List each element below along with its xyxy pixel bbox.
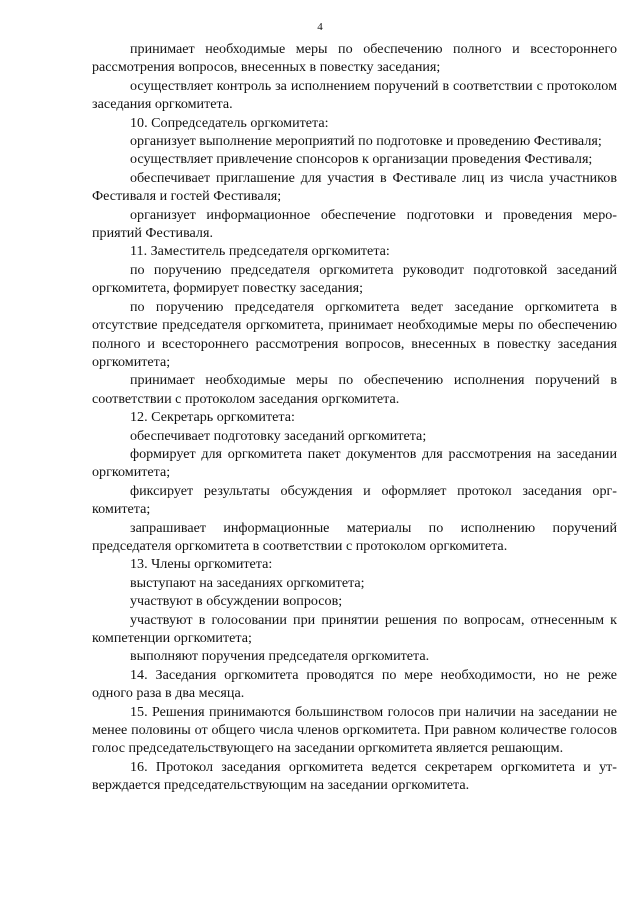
section-heading: 10. Сопредседатель оргкомитета: xyxy=(130,114,329,131)
paragraph: выполняют поручения председателя оргкомитета. xyxy=(130,648,430,665)
paragraph: участвуют в обсуждении вопросов; xyxy=(130,593,343,610)
paragraph: осуществляет привлечение спонсоров к организации проведения Фестиваля; xyxy=(130,151,593,168)
paragraph: выступают на заседаниях оргкомитета; xyxy=(130,574,365,591)
section-heading: 11. Заместитель председателя оргкомитета: xyxy=(130,243,390,260)
page-number: 4 xyxy=(317,21,323,33)
paragraph: организует информационное обеспечение подготовки и проведения мероприятий Фестиваля. xyxy=(92,206,617,242)
paragraph: обеспечивает приглашение для участия в Фестивале лиц из числа участников Фестиваля и гостей Фестиваля; xyxy=(92,169,617,205)
paragraph: организует выполнение мероприятий по подготовке и проведению Фестиваля; xyxy=(130,133,602,150)
paragraph: осуществляет контроль за исполнением поручений в соответствии с протоколом заседания оргкомитета. xyxy=(92,77,617,113)
section-heading: 12. Секретарь оргкомитета: xyxy=(130,409,295,426)
paragraph: запрашивает информационные материалы по исполнению поручений председателя оргкомитета в соответствии с протоколом оргкомитета. xyxy=(92,519,617,554)
paragraph: фиксирует результаты обсуждения и оформляет протокол заседания оргкомитета; xyxy=(92,482,617,518)
paragraph: принимает необходимые меры по обеспечению исполнения поручений в соответствии с протоколом заседания оргкомитета. xyxy=(92,372,617,407)
paragraph: 14. Заседания оргкомитета проводятся по мере необходимости, но не реже одного раза в два месяца. xyxy=(92,666,617,702)
paragraph: по поручению председателя оргкомитета руководит подготовкой заседаний оргкомитета, формирует повестку заседания; xyxy=(92,261,617,297)
paragraph: обеспечивает подготовку заседаний оргкомитета; xyxy=(130,427,427,444)
paragraph: формирует для оргкомитета пакет документов для рассмотрения на заседании оргкомитета; xyxy=(92,445,617,481)
section-heading: 13. Члены оргкомитета: xyxy=(130,556,273,573)
paragraph: 16. Протокол заседания оргкомитета ведется секретарем оргкомитета и утверждается председательствующим на заседании оргкомитета. xyxy=(92,758,617,794)
paragraph: по поручению председателя оргкомитета ведет заседание оргкомитета в отсутствие председателя оргкомитета, принимает необходимые меры по обеспечению полного и всестороннего рассмотрения вопросов, внесенных в повестку заседания оргкомитета; xyxy=(92,298,617,370)
document-body xyxy=(92,40,617,795)
paragraph: 15. Решения принимаются большинством голосов при наличии на заседании не менее половины от общего числа членов оргкомитета. При равном количестве голосов голос председательствующего на заседании оргкомитета является решающим. xyxy=(92,703,617,757)
paragraph: принимает необходимые меры по обеспечению полного и всестороннего рассмотрения вопросов, внесенных в повестку заседания; xyxy=(92,41,617,76)
paragraph: участвуют в голосовании при принятии решения по вопросам, отнесенным к компетенции оргкомитета; xyxy=(92,611,617,646)
